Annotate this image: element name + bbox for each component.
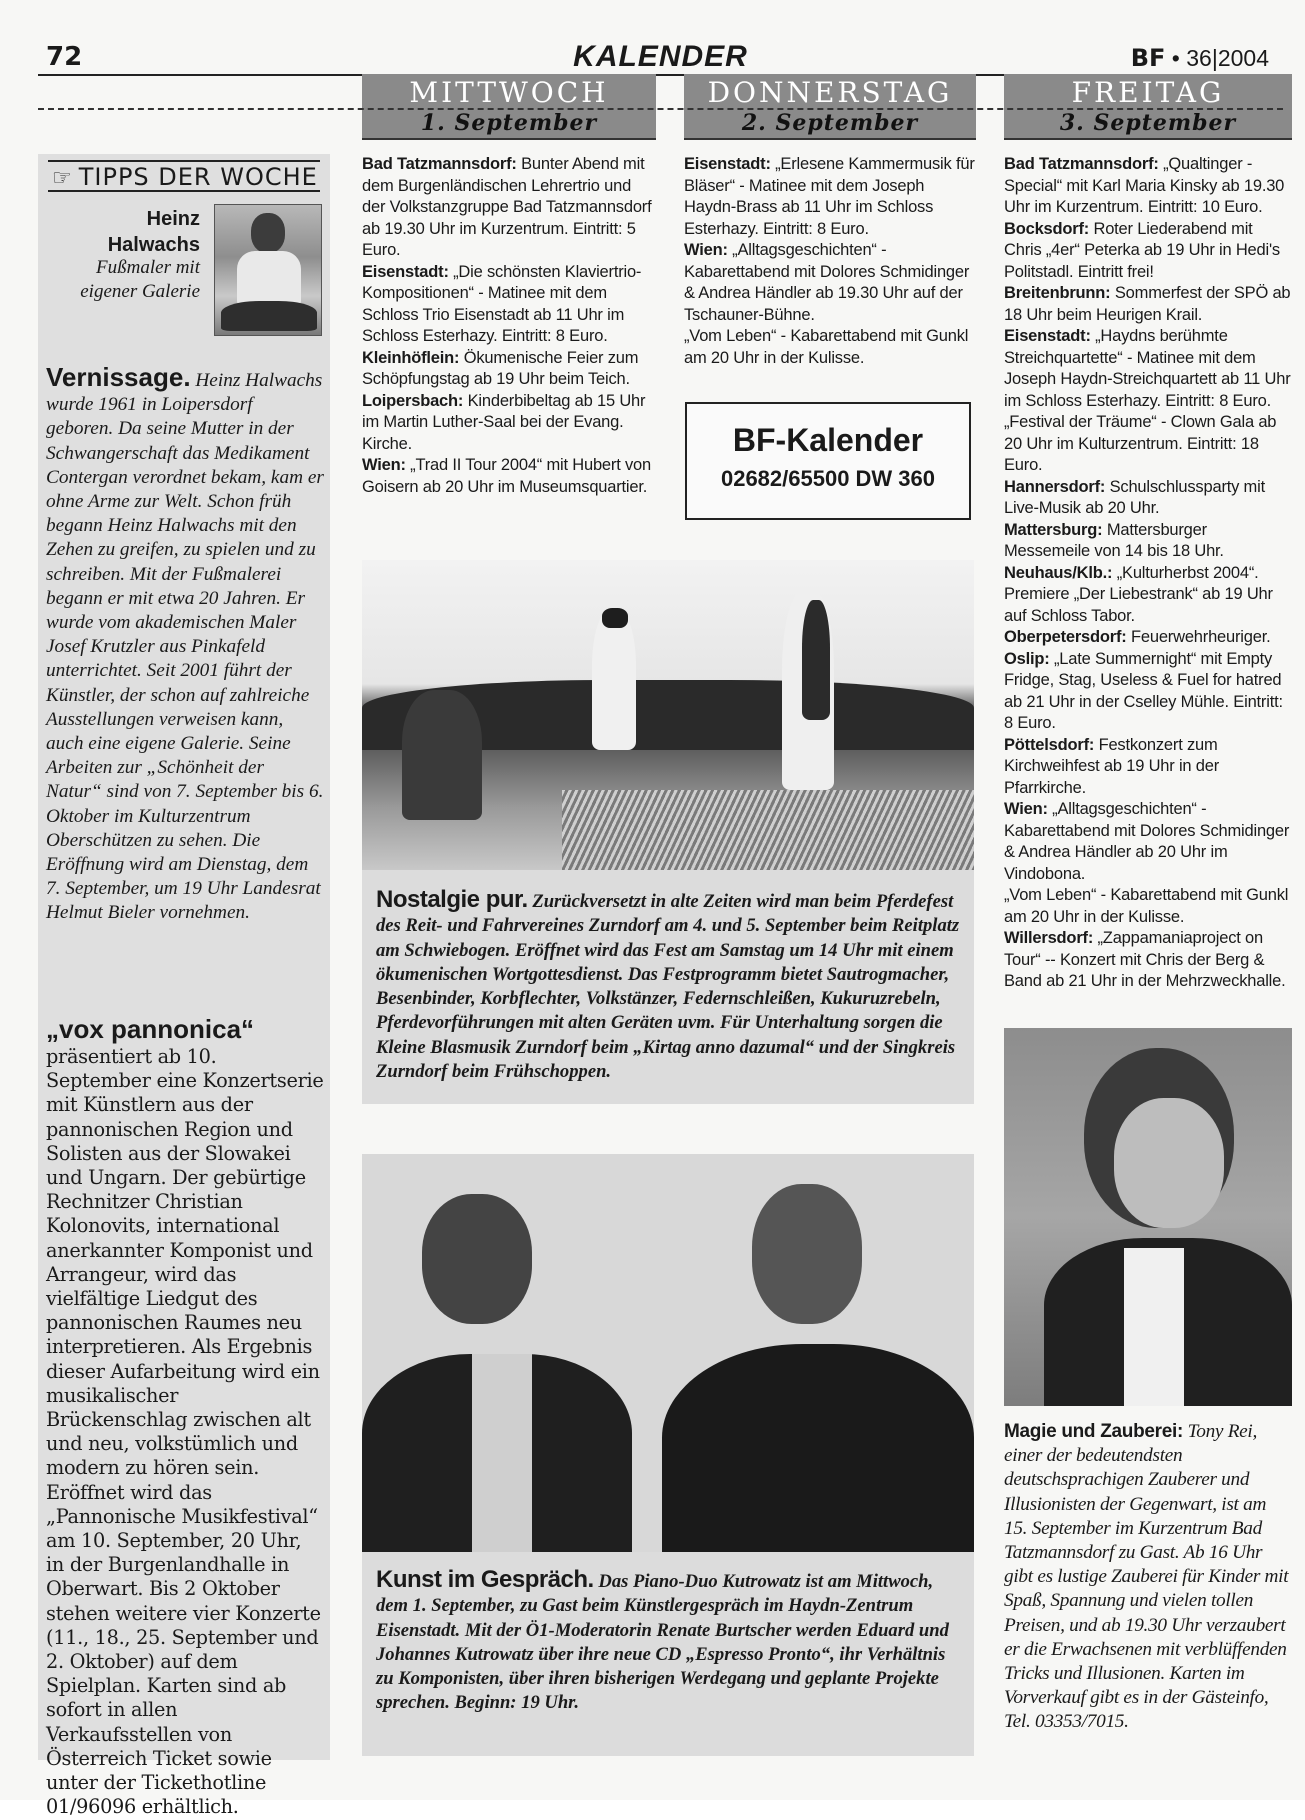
event-place: Oslip:	[1004, 649, 1050, 668]
event-item	[1004, 326, 1292, 412]
event-item	[1004, 928, 1292, 993]
event-place: Bad Tatzmannsdorf:	[362, 155, 517, 173]
event-text: „Vom Leben“ - Kabarettabend mit Gunkl am 20 Uhr in der Kulisse.	[1004, 886, 1289, 926]
event-item	[684, 326, 976, 369]
vox-text: präsentiert ab 10. September eine Konzertserie mit Künstlern aus der pannonischen Region und Solisten aus der Slowakei und Ungarn. Der gebürtige Rechnitzer Christian Kolonovits, international anerkannter Komponist und Arrangeur, wird das vielfältige Liedgut des pannonischen Raumes neu interpretieren. Als Ergebnis dieser Aufarbeitung wird ein musikalischer Brückenschlag zwischen alt und neu, volkstümlich und modern zu hören sein. Eröffnet wird das „Pannonische Musikfestival“ am 10. September, 20 Uhr, in der Burgenlandhalle in Oberwart. Bis 2 Oktober stehen weitere vier Konzerte (11., 18., 25. September und 2. Oktober) auf dem Spielplan. Karten sind ab sofort in allen Verkaufsstellen von Österreich Ticket sowie unter der Tickethotline 01/96096 erhältlich.	[46, 1045, 324, 1819]
vernissage-article	[46, 362, 324, 926]
event-item	[1004, 219, 1292, 284]
event-item	[1004, 627, 1292, 649]
magie-article	[1004, 1420, 1292, 1735]
event-place: Kleinhöflein:	[362, 348, 460, 367]
photo-vest	[802, 600, 830, 720]
event-text: Sommerfest der SPÖ ab 18 Uhr beim Heurigen Krail.	[1004, 284, 1291, 324]
event-item	[684, 154, 976, 240]
tipps-column	[38, 154, 330, 1819]
event-text: „Haydns berühmte Streichquartette“ - Matinee mit dem Joseph Haydn-Streichquartett ab 11 Uhr im Schloss Esterhazy. Eintritt: 8 Euro.	[1004, 327, 1291, 410]
event-place: Mattersburg:	[1004, 520, 1103, 539]
vernissage-text: Heinz Halwachs wurde 1961 in Loipersdorf geboren. Da seine Mutter in der Schwangerschaft das Medikament Contergan verordnet bekam, kam er ohne Arme zur Welt. Schon früh begann Heinz Halwachs mit den Zehen zu greifen, zu spielen und zu schreiben. Mit der Fußmalerei begann er mit etwa 20 Jahren. Er wurde vom akademischen Maler Josef Krutzler aus Pinkafeld unterrichtet. Seit 2001 führt der Künstler, der schon auf zahlreiche Ausstellungen verweisen kann, auch eine eigene Galerie. Seine Arbeiten zur „Schönheit der Natur“ sind von 7. September bis 6. Oktober im Kulturzentrum Oberschützen zu sehen. Die Eröffnung wird am Dienstag, dem 7. September, um 19 Uhr Landesrat Helmut Bieler vornehmen.	[46, 370, 324, 924]
nostalgie-lead: Nostalgie pur.	[376, 886, 528, 913]
vernissage-lead: Vernissage.	[46, 362, 191, 392]
event-item	[1004, 799, 1292, 885]
nostalgie-caption	[362, 870, 974, 1104]
event-place: Loipersbach:	[362, 391, 464, 410]
event-place: Pöttelsdorf:	[1004, 735, 1095, 754]
event-item	[1004, 412, 1292, 477]
person-description: Fußmaler mit eigener Galerie	[80, 257, 200, 302]
event-place: Oberpetersdorf:	[1004, 628, 1127, 646]
event-text: „Kulturherbst 2004“. Premiere „Der Liebestrank“ ab 19 Uhr auf Schloss Tabor.	[1004, 563, 1273, 625]
photo-legs	[221, 301, 317, 331]
nostalgie-text: Zurückversetzt in alte Zeiten wird man beim Pferdefest des Reit- und Fahrvereines Zurndorf am 4. und 5. September beim Reitplatz am Schwiebogen. Eröffnet wird das Fest am Samstag um 14 Uhr mit einem ökumenischen Wortgottesdienst. Das Festprogramm bietet Sautrogmacher, Besenbinder, Korbflechter, Volkstänzer, Federnschleißen, Kukuruzrebeln, Pferdevorführungen mit alten Geräten uvm. Für Unterhaltung sorgen die Kleine Blasmusik Zurndorf beim „Kirtag anno dazumal“ und der Singkreis Zurndorf beim Frühschoppen.	[376, 891, 960, 1083]
magie-text: Tony Rei, einer der bedeutendsten deutschsprachigen Zauberer und Illusionisten der Gegenwart, ist am 15. September im Kurzentrum Bad Tatzmannsdorf zu Gast. Ab 16 Uhr gibt es lustige Zauberei für Kinder mit Spaß, Spannung und vielen tollen Preisen, und ab 19.30 Uhr verzaubert er die Erwachsenen mit verblüffenden Tricks und Illusionen. Karten im Vorverkauf gibt es in der Gästeinfo, Tel. 03353/7015.	[1004, 1421, 1289, 1733]
kunst-caption	[362, 1552, 974, 1756]
photo-shirt	[472, 1354, 532, 1552]
event-item	[1004, 649, 1292, 735]
event-place: Wien:	[684, 241, 728, 259]
event-item	[1004, 283, 1292, 326]
event-place: Wien:	[362, 456, 406, 474]
dashed-divider	[38, 108, 1283, 110]
event-text: „Alltagsgeschichten“ - Kabarettabend mit Dolores Schmidinger & Andrea Händler ab 19.30 Uhr auf der Tschauner-Bühne.	[684, 241, 970, 324]
bf-kalender-title: BF-Kalender	[732, 422, 924, 458]
event-item	[362, 391, 656, 456]
event-item	[684, 240, 976, 326]
day-header-freitag	[1004, 74, 1292, 140]
event-place: Eisenstadt:	[684, 155, 771, 173]
event-item	[1004, 477, 1292, 520]
day-date: 3. September	[1059, 110, 1237, 136]
event-place: Eisenstadt:	[362, 262, 449, 281]
piano-duo-photo	[362, 1154, 974, 1552]
freitag-events	[1004, 154, 1292, 993]
event-text: „Qualtinger - Special“ mit Karl Maria Kinsky ab 19.30 Uhr im Kurzentrum. Eintritt: 10 Euro.	[1004, 155, 1285, 216]
event-item	[362, 262, 656, 348]
photo-figure	[402, 690, 482, 820]
bf-kalender-box	[685, 402, 971, 520]
event-item	[1004, 154, 1292, 219]
tipps-heading-text: TIPPS DER WOCHE	[78, 163, 318, 191]
issue-number: 36|2004	[1186, 45, 1269, 71]
portrait-photo	[214, 204, 322, 336]
photo-head	[422, 1194, 532, 1324]
day-header-donnerstag	[684, 74, 976, 140]
vox-lead: „vox pannonica“	[46, 1014, 255, 1044]
day-name: MITTWOCH	[409, 76, 609, 109]
event-item	[1004, 735, 1292, 800]
event-text: „Alltagsgeschichten“ - Kabarettabend mit Dolores Schmidinger & Andrea Händler ab 20 Uhr im Vindobona.	[1004, 800, 1290, 883]
event-place: Eisenstadt:	[1004, 327, 1091, 345]
day-date: 1. September	[420, 110, 598, 136]
photo-face	[1114, 1098, 1224, 1228]
event-text: Mattersburger Messemeile von 14 bis 18 Uhr.	[1004, 520, 1224, 560]
mittwoch-events	[362, 154, 656, 498]
event-text: Roter Liederabend mit Chris „4er“ Peterka ab 19 Uhr in Hedi's Politstadl. Eintritt frei!	[1004, 219, 1280, 281]
event-text: Festkonzert zum Kirchweihfest ab 19 Uhr in der Pfarrkirche.	[1004, 735, 1220, 797]
event-place: Breitenbrunn:	[1004, 284, 1111, 302]
event-place: Bad Tatzmannsdorf:	[1004, 155, 1159, 173]
event-item	[1004, 563, 1292, 628]
pferdefest-photo	[362, 560, 974, 870]
day-name: FREITAG	[1071, 76, 1225, 109]
event-text: „Erlesene Kammermusik für Bläser“ - Matinee mit dem Joseph Haydn-Brass ab 11 Uhr im Schloss Esterhazy. Eintritt: 8 Euro.	[684, 155, 975, 238]
photo-shirt	[1124, 1248, 1184, 1406]
event-place: Willersdorf:	[1004, 929, 1094, 947]
event-text: Bunter Abend mit dem Burgenländischen Lehrertrio und der Volkstanzgruppe Bad Tatzmannsdorf ab 19.30 Uhr im Kurzentrum. Eintritt: 5 Euro.	[362, 155, 652, 259]
event-item	[1004, 885, 1292, 928]
photo-head	[752, 1184, 862, 1324]
photo-hat	[602, 608, 628, 628]
event-place: Neuhaus/Klb.:	[1004, 563, 1113, 582]
page-number: 72	[46, 42, 83, 72]
event-text: „Festival der Träume“ - Clown Gala ab 20 Uhr im Kulturzentrum. Eintritt: 18 Euro.	[1004, 413, 1277, 474]
kunst-text: Das Piano-Duo Kutrowatz ist am Mittwoch, dem 1. September, zu Gast beim Künstlergespräch im Haydn-Zentrum Eisenstadt. Mit der Ö1-Moderatorin Renate Burtscher werden Eduard und Johannes Kutrowatz über ihre neue CD „Espresso Pronto“, ihr Verhältnis zu Komponisten, über ihren bisherigen Werdegang und geplante Projekte sprechen. Beginn: 19 Uhr.	[376, 1571, 949, 1714]
photo-figure	[592, 610, 636, 750]
pointing-hand-icon: ☞	[52, 166, 73, 191]
issue-info: BF • 36|2004	[1130, 44, 1269, 72]
event-item	[362, 455, 656, 498]
event-text: Feuerwehrheuriger.	[1131, 628, 1271, 646]
vox-pannonica-article	[46, 1014, 324, 1820]
event-text: „Die schönsten Klaviertrio-Kompositionen“ - Matinee mit dem Schloss Trio Eisenstadt ab 11 Uhr im Schloss Esterhazy. Eintritt: 8 Euro.	[362, 262, 642, 345]
event-text: Ökumenische Feier zum Schöpfungstag ab 19 Uhr beim Teich.	[362, 348, 639, 388]
bf-kalender-phone: 02682/65500 DW 360	[720, 466, 936, 491]
day-name: DONNERSTAG	[707, 76, 953, 109]
publication-name: BF	[1130, 44, 1166, 72]
kunst-text-block	[376, 1566, 960, 1716]
day-date: 2. September	[741, 110, 919, 136]
kunst-lead: Kunst im Gespräch.	[376, 1566, 594, 1593]
event-item	[362, 154, 656, 262]
photo-torso	[662, 1344, 974, 1552]
tipps-heading	[48, 160, 320, 192]
photo-head	[251, 213, 285, 253]
event-text: „Late Summernight“ mit Empty Fridge, Stag, Useless & Fuel for hatred ab 21 Uhr in der Cselley Mühle. Eintritt: 8 Euro.	[1004, 649, 1283, 732]
event-item	[362, 348, 656, 391]
event-text: „Vom Leben“ - Kabarettabend mit Gunkl am 20 Uhr in der Kulisse.	[684, 327, 969, 367]
magie-lead: Magie und Zauberei:	[1004, 1421, 1184, 1442]
nostalgie-text-block	[376, 886, 960, 1084]
day-header-mittwoch	[362, 74, 656, 140]
photo-straw	[562, 790, 974, 870]
section-title: KALENDER	[573, 40, 748, 73]
event-text: Schulschlussparty mit Live-Musik ab 20 Uhr.	[1004, 477, 1265, 517]
event-text: „Zappamaniaproject on Tour“ -- Konzert mit Chris der Berg & Band ab 21 Uhr in der Mehrzweckhalle.	[1004, 929, 1286, 990]
tony-rei-photo	[1004, 1028, 1292, 1406]
event-text: „Trad II Tour 2004“ mit Hubert von Goisern ab 20 Uhr im Museumsquartier.	[362, 456, 651, 496]
event-text: Kinderbibeltag ab 15 Uhr im Martin Luther-Saal bei der Evang. Kirche.	[362, 391, 646, 453]
person-name: Heinz Halwachs	[107, 208, 200, 256]
event-place: Bocksdorf:	[1004, 219, 1090, 238]
photo-torso	[237, 251, 301, 305]
event-place: Wien:	[1004, 800, 1048, 818]
event-item	[1004, 520, 1292, 563]
page-header	[38, 40, 1283, 76]
donnerstag-events	[684, 154, 976, 369]
event-place: Hannersdorf:	[1004, 477, 1106, 496]
